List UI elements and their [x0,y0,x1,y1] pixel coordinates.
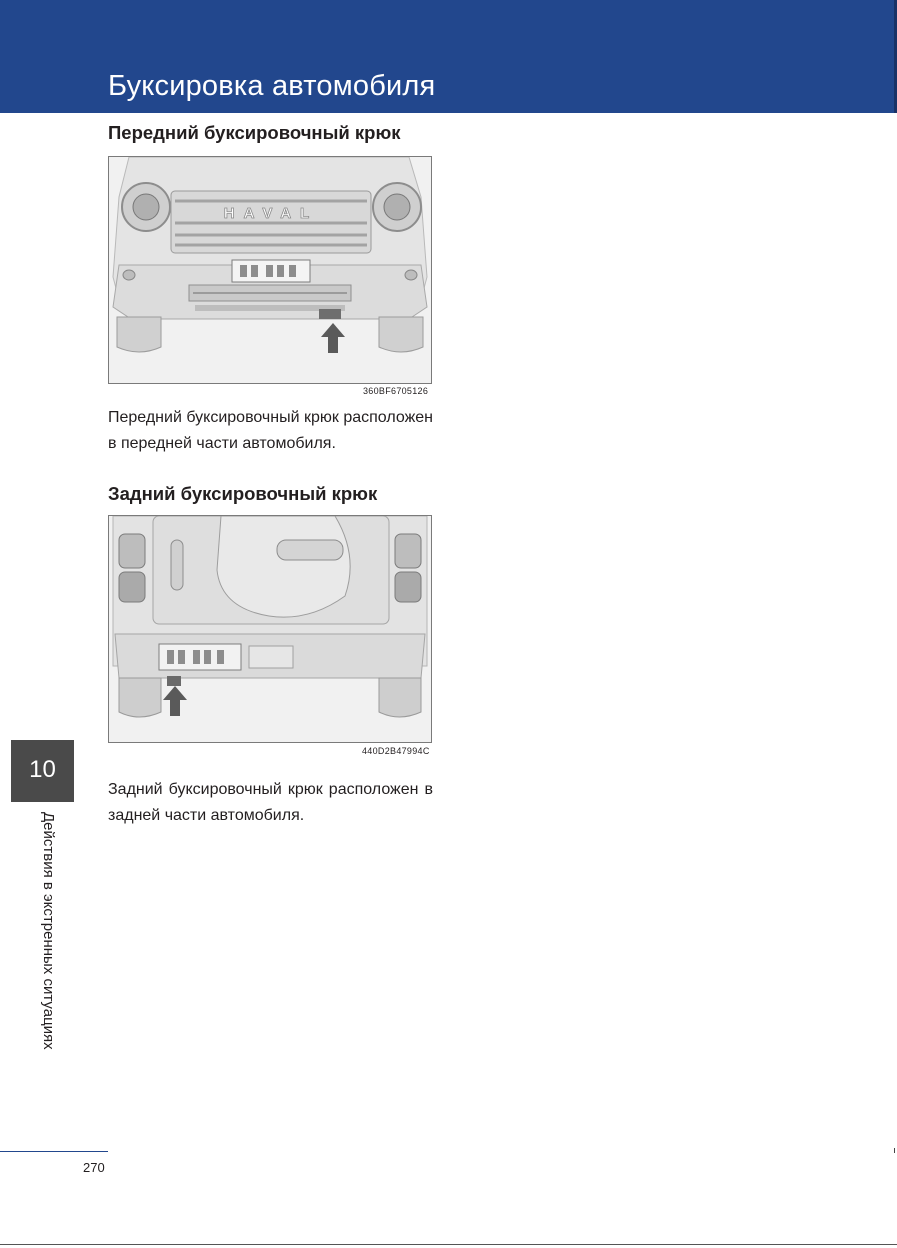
rear-hook-illustration [108,515,432,743]
chapter-tab [11,740,74,802]
chapter-number: 10 [29,756,56,783]
front-figure-code: 360BF6705126 [363,386,429,396]
brand-lettering: HAVAL [223,205,319,222]
footer-tick [894,1148,895,1153]
page-header [0,0,897,113]
rear-hook-text: Задний буксировочный крюк расположен в задней части автомобиля. [108,781,433,824]
chapter-label: Действия в экстренных ситуациях [40,812,57,1050]
page-title: Буксировка автомобиля [108,70,436,102]
front-hook-text: Передний буксировочный крюк расположен в передней части автомобиля. [108,409,434,452]
rear-figure-code: 440D2B47994C [362,746,430,756]
front-hook-illustration [108,156,432,384]
bottom-rule [0,1244,897,1245]
rear-hook-heading: Задний буксировочный крюк [108,483,378,504]
page-number: 270 [83,1160,105,1175]
front-hook-heading: Передний буксировочный крюк [108,122,401,143]
footer-rule [0,1151,108,1152]
